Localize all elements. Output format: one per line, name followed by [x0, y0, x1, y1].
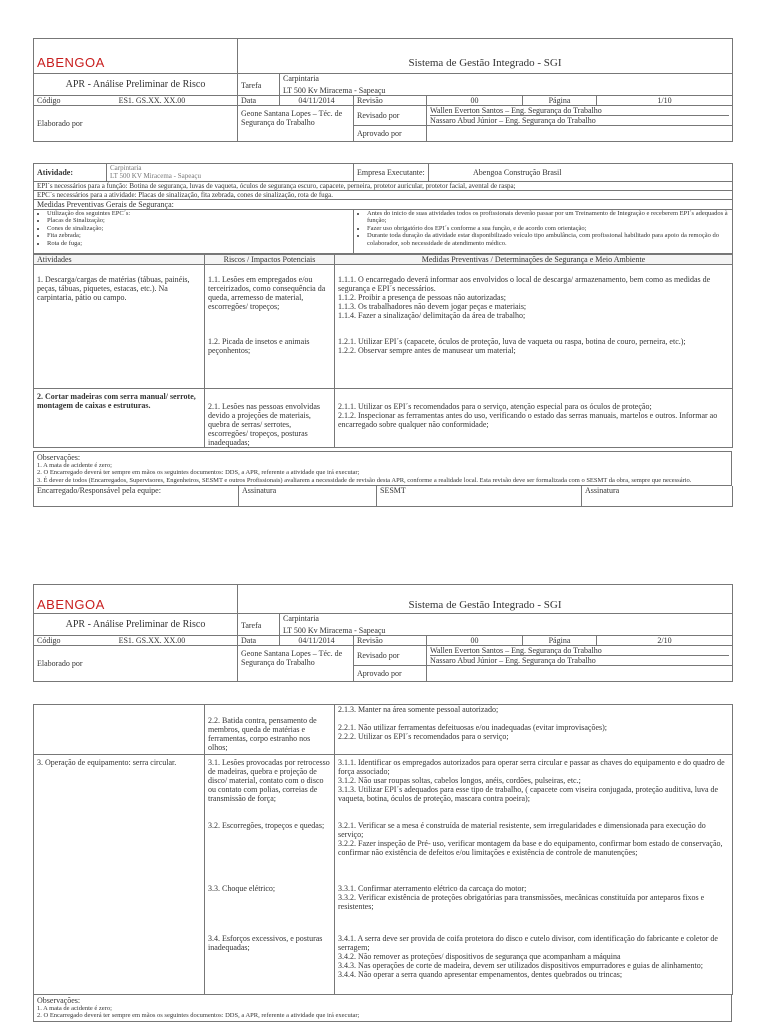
pagina-value-2: 2/10	[597, 636, 733, 646]
revisao-label-2: Revisão	[354, 636, 427, 646]
system-title-2: Sistema de Gestão Integrado - SGI	[238, 585, 733, 614]
page-1-body	[33, 163, 732, 507]
abengoa-logo-2: ABENGOA	[34, 585, 238, 614]
codigo-cell-2: Código ES1. GS.XX. XX.00	[34, 636, 238, 646]
doc-header	[33, 38, 733, 142]
activity-cont	[34, 705, 205, 755]
aprovado-label-2: Aprovado por	[354, 666, 427, 682]
abengoa-logo: ABENGOA	[34, 39, 238, 74]
data-label-2: Data	[238, 636, 280, 646]
epi-line: EPI´s necessários para a função: Botina de segurança, luvas de vaqueta, óculos de segurança escuro, capacete, perneira, protetor auricular, protetor facial, avental de raspa;	[34, 182, 733, 191]
aprovado-value-2	[427, 666, 733, 682]
epc-bullets: • Utilização dos seguintes EPC´s: • Placas de Sinalização; • Cones de sinalização; • Fita zebrada; • Rota de fuga;	[34, 210, 354, 254]
activity-1: 1. Descarga/cargas de matérias (tábuas, painéis, peças, tábuas, piquetes, estacas, etc.). Na carpintaria, pátio ou campo.	[34, 265, 205, 389]
tarefa-value: Carpintaria LT 500 Kv Miracema - Sapeaçu	[280, 74, 733, 96]
revisao-value: 00	[427, 96, 523, 106]
risk-table-page-1	[33, 254, 733, 448]
observacoes-1: Observações: 1. A mata de acidente é zero; 2. O Encarregado deverá ter sempre em mãos os seguintes documentos: DDS, a APR, referente a atividade que irá executar; 3. É dever de todos (Encarregados, Supervisores, Engenheiros, SESMT e outros Profissionais) avaliarem a necessidade de revisão desta APR, conforme a realidade local. Esta revisão deve ser formalizada com o SESMT da obra, sempre que necessário.	[33, 451, 732, 486]
encarregado-label: Encarregado/Responsável pela equipe:	[34, 486, 239, 506]
revisado-label: Revisado por	[354, 106, 427, 126]
codigo-cell: Código ES1. GS.XX. XX.00	[34, 96, 238, 106]
risks-1: 1.1. Lesões em empregados e/ou terceirizados, como consequência da queda, arremesso de material, escorregões/ tropeços; 1.2. Picada de insetos e animais peçonhentos;	[205, 265, 335, 389]
risks-cont: 2.2. Batida contra, pensamento de membros, queda de matérias e ferramentas, corpo estranho nos olhos;	[205, 705, 335, 755]
elaborado-cell: Elaborado por	[34, 106, 238, 142]
revisores-2: Wallen Everton Santos – Eng. Segurança do Trabalho Nassaro Abud Júnior – Eng. Segurança do Trabalho	[427, 646, 733, 666]
page-2-body	[33, 704, 732, 1022]
measures-3: 3.1.1. Identificar os empregados autorizados para operar serra circular e passar as chaves do equipamento e do quadro de força associado; 3.1.2. Não usar roupas soltas, cabelos longos, anéis, cordões, pulseiras, etc.; 3.1.3. Utilizar EPI´s adequados para esse tipo de trabalho, ( capacete com viseira conjugada, proteção auditiva, luva de vaqueta, botina, óculos de proteção, mascara contra poeira); 3.2.1. Verificar se a mesa é construída de material resistente, sem irregularidades e dimensionada para execução do serviço; 3.2.2. Fazer inspeção de Pré- uso, verificar montagem da base e do equipamento, confirmar bom estado de conservação, confirmar não existência de defeitos e/ou limitações e existência de controle de manutenções; 3.3.1. Confirmar aterramento elétrico da carcaça do motor; 3.3.2. Verificar existência de proteções obrigatórias para transmissões, mecânicas constituída por anteparos fixos e resistentes; 3.4.1. A serra deve ser provida de coifa protetora do disco e cutelo divisor, com identificação do fabricante e coletor de serragem; 3.4.2. Não remover as proteções/ dispositivos de segurança que acompanham a máquina 3.4.3. Nas operações de corte de madeira, devem ser utilizados dispositivos empurradores e guias de alinhamento; 3.4.4. Não operar a serra quando apresentar empenamentos, dentes quebrados ou trincas;	[335, 755, 733, 995]
revisado-label-2: Revisado por	[354, 646, 427, 666]
revisao-label: Revisão	[354, 96, 427, 106]
doc-header-2	[33, 584, 733, 682]
pagina-label-2: Página	[523, 636, 597, 646]
aprovado-label: Aprovado por	[354, 126, 427, 142]
activity-3: 3. Operação de equipamento: serra circular.	[34, 755, 205, 995]
doc-title-2: APR - Análise Preliminar de Risco	[34, 614, 238, 636]
page-2	[33, 584, 732, 682]
atividade-value: Carpintaria LT 500 KV Miracema - Sapeaçu	[107, 164, 354, 182]
risk-table-page-2	[33, 704, 733, 995]
elaborado-value-2: Geone Santana Lopes – Téc. de Segurança do Trabalho	[238, 646, 354, 682]
data-label: Data	[238, 96, 280, 106]
tarefa-label: Tarefa	[238, 74, 280, 96]
assinatura-label: Assinatura	[239, 486, 377, 506]
activity-info	[33, 163, 733, 254]
sesmt-label: SESMT	[377, 486, 582, 506]
risks-3: 3.1. Lesões provocadas por retrocesso de madeiras, quebra e projeção de disco/ material, contato com o disco ou contato com polias, correias de transmissão de força; 3.2. Escorregões, tropeços e quedas; 3.3. Choque elétrico; 3.4. Esforços excessivos, e posturas inadequadas;	[205, 755, 335, 995]
pagina-value: 1/10	[597, 96, 733, 106]
assinatura-label-2: Assinatura	[582, 486, 733, 506]
data-value: 04/11/2014	[280, 96, 354, 106]
aprovado-value	[427, 126, 733, 142]
risks-2: 2.1. Lesões nas pessoas envolvidas devido a projeções de materiais, quebra de serras/ serrotes, escorregões/ tropeços, posturas inadequadas;	[205, 389, 335, 448]
epc-line: EPC´s necessários para a atividade: Placas de sinalização, fita zebrada, cones de sinalização, rota de fuga.	[34, 191, 733, 200]
atividade-label: Atividade:	[34, 164, 107, 182]
activity-2: 2. Cortar madeiras com serra manual/ serrote, montagem de caixas e estruturas.	[34, 389, 205, 448]
pagina-label: Página	[523, 96, 597, 106]
general-bullets: • Antes do inicio de suas atividades todos os profissionais deverão passar por um Treinamento de Integração e receberem EPI´s adequados à função; • Fazer uso obrigatório dos EPI´s conforme a sua função, e de acordo com orientação; • Durante toda duração da atividade estar disponibilizado veículo tipo ambulância, com profissional habilitado para apoio da remoção do colaborador, sob necessidade de atendimento médico.	[354, 210, 733, 254]
elaborado-cell-2: Elaborado por	[34, 646, 238, 682]
empresa-value: Abengoa Construção Brasil	[429, 164, 733, 182]
medidas-gerais-title: Medidas Preventivas Gerais de Segurança:	[34, 200, 733, 210]
measures-1: 1.1.1. O encarregado deverá informar aos envolvidos o local de descarga/ armazenamento, bem como as medidas de segurança e EPI´s necessários. 1.1.2. Proibir a presença de pessoas não autorizadas; 1.1.3. Os trabalhadores não devem jogar peças e materiais; 1.1.4. Fazer a sinalização/ delimitação da área de trabalho; 1.2.1. Utilizar EPI´s (capacete, óculos de proteção, luva de vaqueta ou raspa, botina de couro, perneira, etc.); 1.2.2. Observar sempre antes de manusear um material;	[335, 265, 733, 389]
measures-2: 2.1.1. Utilizar os EPI´s recomendados para o serviço, atenção especial para os óculos de proteção; 2.1.2. Inspecionar as ferramentas antes do uso, verificando o estado das serras manuais, martelos e outros. Informar ao encarregado sobre qualquer não conformidade;	[335, 389, 733, 448]
tarefa-value-2: Carpintaria LT 500 Kv Miracema - Sapeaçu	[280, 614, 733, 636]
tarefa-label-2: Tarefa	[238, 614, 280, 636]
col-medidas: Medidas Preventivas / Determinações de Segurança e Meio Ambiente	[335, 255, 733, 265]
observacoes-2: Observações: 1. A mata de acidente é zero; 2. O Encarregado deverá ter sempre em mãos os seguintes documentos: DDS, a APR, referente a atividade que irá executar;	[33, 995, 732, 1022]
revisores: Wallen Everton Santos – Eng. Segurança do Trabalho Nassaro Abud Júnior – Eng. Segurança do Trabalho	[427, 106, 733, 126]
doc-title: APR - Análise Preliminar de Risco	[34, 74, 238, 96]
empresa-label: Empresa Executante:	[354, 164, 429, 182]
elaborado-value: Geone Santana Lopes – Téc. de Segurança do Trabalho	[238, 106, 354, 142]
measures-cont: 2.1.3. Manter na área somente pessoal autorizado; 2.2.1. Não utilizar ferramentas defeituosas e/ou inadequadas (evitar improvisações); 2.2.2. Utilizar os EPI´s recomendados para o serviço;	[335, 705, 733, 755]
col-atividades: Atividades	[34, 255, 205, 265]
signature-row-1	[33, 486, 733, 507]
data-value-2: 04/11/2014	[280, 636, 354, 646]
revisao-value-2: 00	[427, 636, 523, 646]
page-1	[33, 38, 732, 142]
system-title: Sistema de Gestão Integrado - SGI	[238, 39, 733, 74]
col-riscos: Riscos / Impactos Potenciais	[205, 255, 335, 265]
